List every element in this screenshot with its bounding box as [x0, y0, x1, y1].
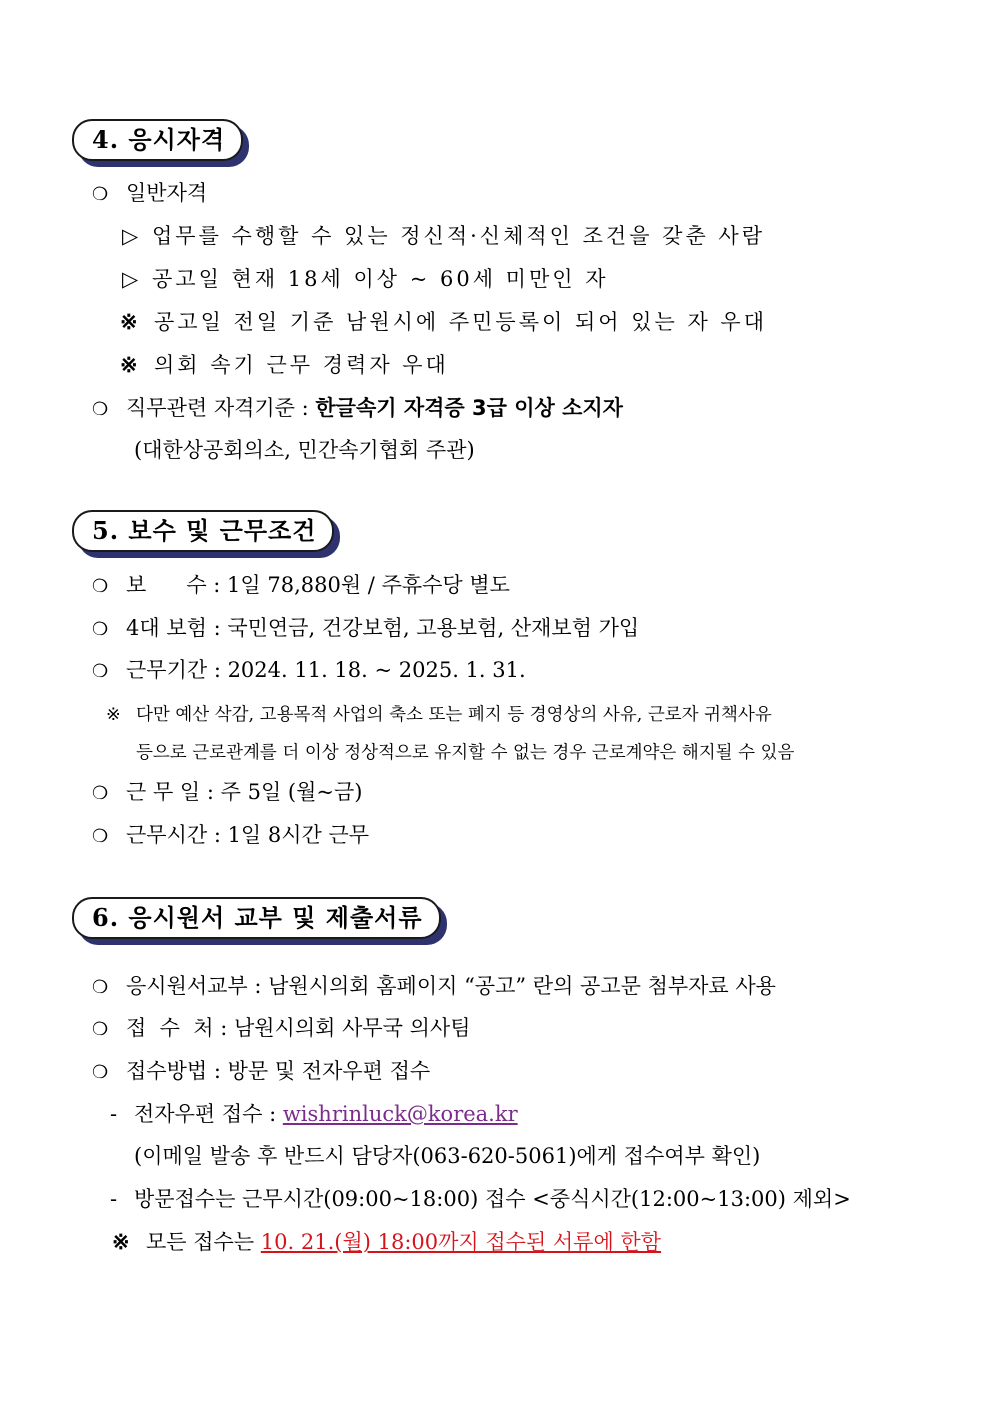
circle-bullet-icon: ❍ [92, 661, 109, 682]
list-item: ▷ 공고일 현재 18세 이상 ~ 60세 미만인 자 [122, 264, 608, 294]
list-item: ▷ 업무를 수행할 수 있는 정신적·신체적인 조건을 갖춘 사람 [122, 221, 765, 251]
circle-bullet-icon: ❍ [92, 826, 109, 847]
list-item: - 방문접수는 근무시간(09:00~18:00) 접수 <중식시간(12:00~13:00) 제외> [110, 1184, 851, 1214]
list-item: ❍ 응시원서교부 : 남원시의회 홈페이지 “공고” 란의 공고문 첨부자료 사용 [92, 971, 776, 1003]
list-item: ❍ 접수방법 : 방문 및 전자우편 접수 [92, 1056, 430, 1088]
circle-bullet-icon: ❍ [92, 1062, 109, 1083]
section-4-heading: 4. 응시자격 [72, 119, 243, 161]
list-item: 등으로 근로관계를 더 이상 정상적으로 유지할 수 없는 경우 근로계약은 해지될 수 있음 [136, 743, 795, 763]
qualification-emphasis: 한글속기 자격증 3급 이상 소지자 [315, 396, 623, 420]
list-item: ❍ 근무기간 : 2024. 11. 18. ~ 2025. 1. 31. [92, 655, 526, 687]
reference-mark-icon: ※ [106, 705, 121, 725]
circle-bullet-icon: ❍ [92, 977, 109, 998]
section-5-heading: 5. 보수 및 근무조건 [72, 510, 334, 552]
reference-mark-icon: ※ [120, 352, 141, 377]
list-item: ※ 모든 접수는 10. 21.(월) 18:00까지 접수된 서류에 한함 [112, 1227, 661, 1257]
list-item: (대한상공회의소, 민간속기협회 주관) [134, 438, 475, 462]
reference-mark-icon: ※ [112, 1229, 130, 1254]
dash-bullet-icon: - [110, 1102, 118, 1126]
list-item: ❍ 4대 보험 : 국민연금, 건강보험, 고용보험, 산재보험 가입 [92, 613, 639, 645]
list-item: ※ 다만 예산 삭감, 고용목적 사업의 축소 또는 폐지 등 경영상의 사유, 근로자 귀책사유 [106, 700, 772, 730]
circle-bullet-icon: ❍ [92, 783, 109, 804]
circle-bullet-icon: ❍ [92, 576, 109, 597]
section-6-heading: 6. 응시원서 교부 및 제출서류 [72, 897, 441, 939]
list-item: ※ 의회 속기 근무 경력자 우대 [120, 350, 449, 380]
circle-bullet-icon: ❍ [92, 399, 109, 420]
list-item: - 전자우편 접수 : wishrinluck@korea.kr [110, 1099, 518, 1129]
list-item: ❍ 직무관련 자격기준 : 한글속기 자격증 3급 이상 소지자 [92, 393, 623, 425]
reference-mark-icon: ※ [120, 309, 141, 334]
list-item: (이메일 발송 후 반드시 담당자(063-620-5061)에게 접수여부 확인) [134, 1144, 761, 1168]
deadline-text: 10. 21.(월) 18:00까지 접수된 서류에 한함 [260, 1230, 662, 1254]
circle-bullet-icon: ❍ [92, 619, 109, 640]
list-item: ❍ 접 수 처 : 남원시의회 사무국 의사팀 [92, 1013, 470, 1045]
circle-bullet-icon: ❍ [92, 184, 109, 205]
triangle-bullet-icon: ▷ [122, 267, 142, 291]
dash-bullet-icon: - [110, 1187, 118, 1211]
triangle-bullet-icon: ▷ [122, 224, 142, 248]
list-item: ※ 공고일 전일 기준 남원시에 주민등록이 되어 있는 자 우대 [120, 307, 767, 337]
list-item: ❍ 보 수 : 1일 78,880원 / 주휴수당 별도 [92, 570, 510, 602]
list-item: ❍ 근 무 일 : 주 5일 (월~금) [92, 777, 362, 809]
list-item: ❍ 일반자격 [92, 178, 207, 210]
list-item: ❍ 근무시간 : 1일 8시간 근무 [92, 820, 369, 852]
email-link[interactable]: wishrinluck@korea.kr [282, 1102, 518, 1126]
circle-bullet-icon: ❍ [92, 1019, 109, 1040]
